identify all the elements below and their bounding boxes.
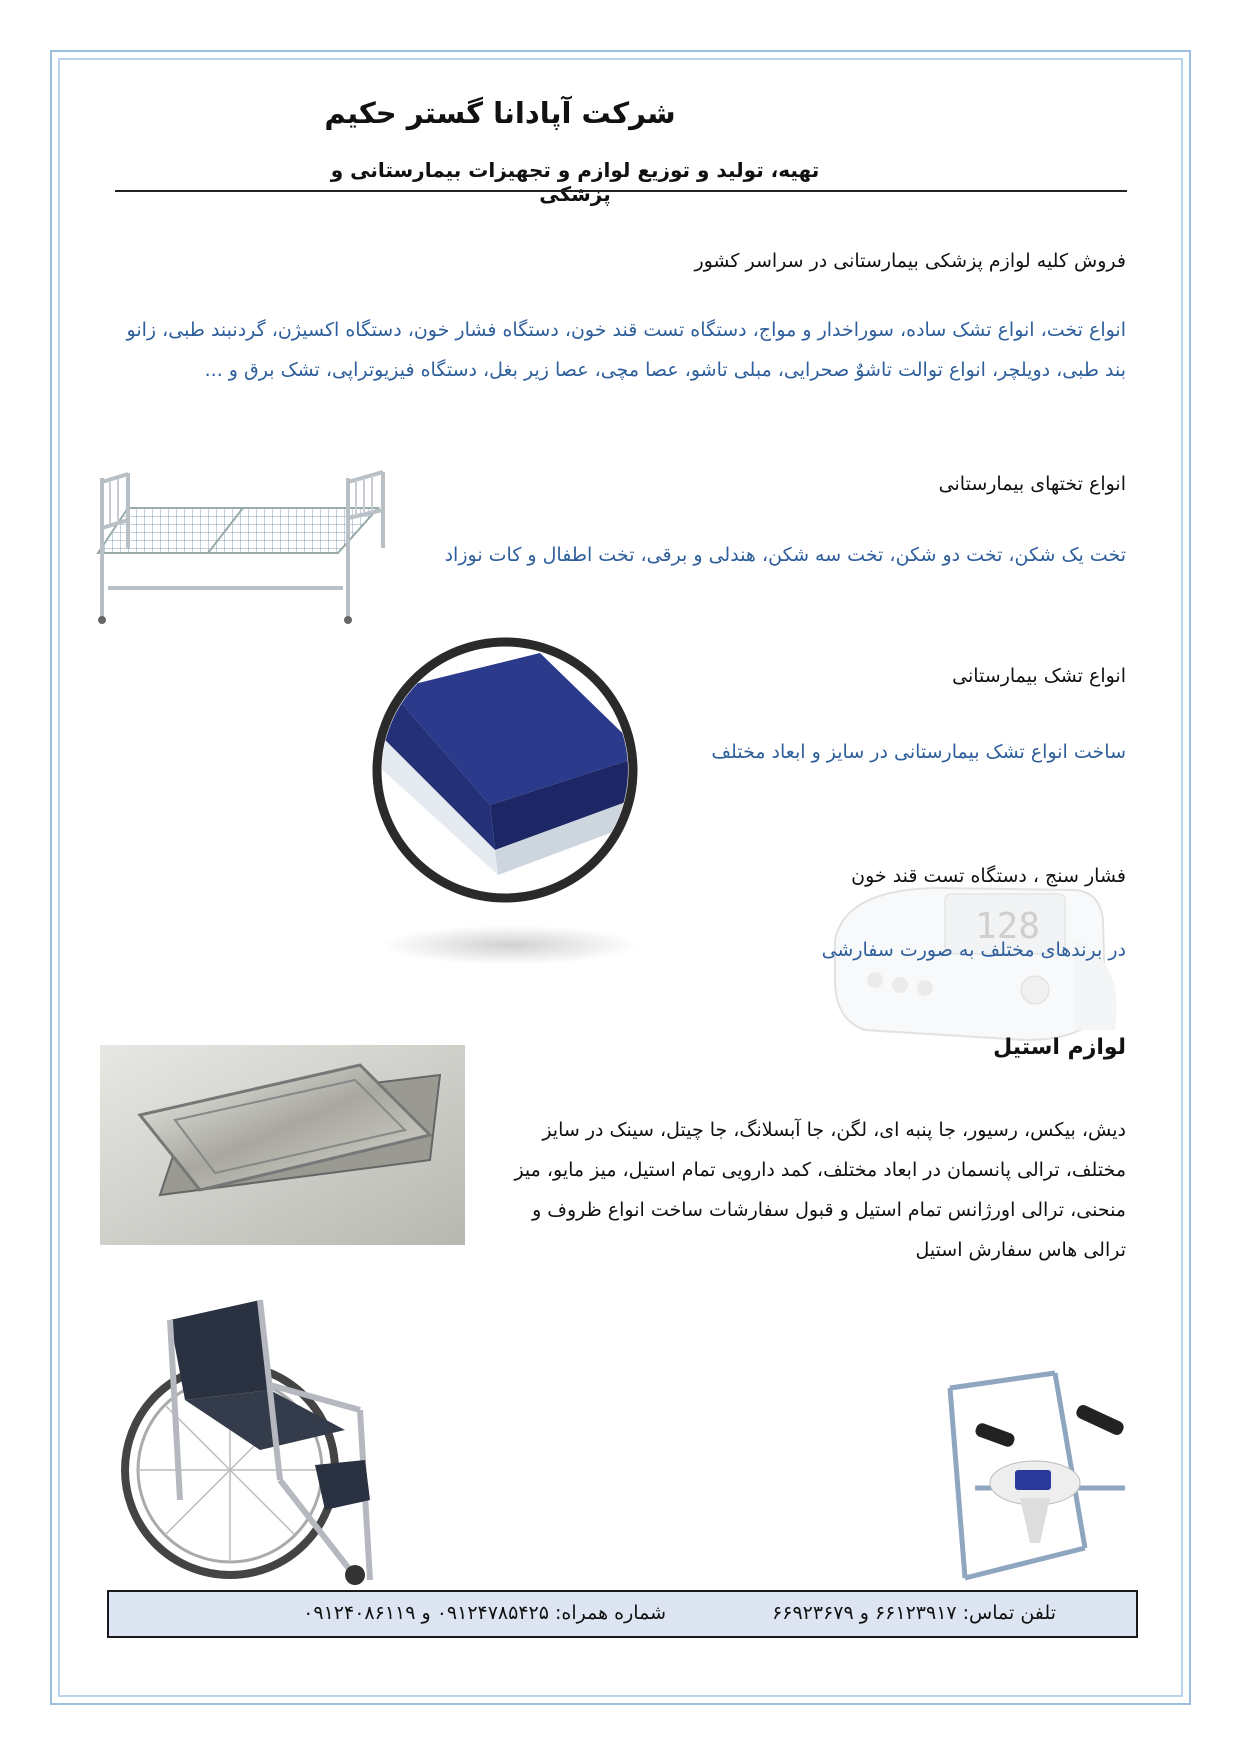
steel-heading: لوازم استیل [993, 1035, 1126, 1060]
mattress-text: ساخت انواع تشک بیمارستانی در سایز و ابعاد مختلف [711, 741, 1126, 763]
mattress-heading: انواع تشک بیمارستانی [952, 665, 1126, 687]
steel-line-3: منحنی، ترالی اورژانس تمام استیل و قبول سفارشات ساخت انواع ظروف و [532, 1199, 1126, 1221]
monitor-text: در برندهای مختلف به صورت سفارشی [821, 939, 1126, 961]
beds-text: تخت یک شکن، تخت دو شکن، تخت سه شکن، هندلی و برقی، تخت اطفال و کات نوزاد [444, 544, 1126, 566]
mattress-shadow [380, 925, 640, 965]
steel-tray-image [100, 1045, 465, 1245]
beds-heading: انواع تختهای بیمارستانی [938, 473, 1126, 495]
wheelchair-image [110, 1300, 410, 1590]
hospital-bed-image [88, 468, 398, 628]
company-subtitle: تهیه، تولید و توزیع لوازم و تجهیزات بیمارستانی و پزشکی [330, 158, 820, 206]
steel-line-2: مختلف، ترالی پانسمان در ابعاد مختلف، کمد دارویی تمام استیل، میز مایو، میز [514, 1159, 1126, 1181]
monitor-display-value: 128 [975, 906, 1041, 947]
mattress-image [370, 635, 640, 905]
intro-heading: فروش کلیه لوازم پزشکی بیمارستانی در سراسر کشور [694, 250, 1126, 272]
contact-bar [107, 1590, 1138, 1638]
steel-line-4: ترالی هاس سفارش استیل [915, 1239, 1126, 1261]
commode-chair-image [935, 1368, 1135, 1588]
intro-line-2: بند طبی، دویلچر، انواع توالت تاشوٌ صحرایی، مبلی تاشو، عصا مچی، عصا زیر بغل، دستگاه فیزیوتراپی، تشک برق و ... [204, 359, 1126, 381]
monitor-heading: فشار سنج ، دستگاه تست قند خون [851, 865, 1126, 887]
intro-line-1: انواع تخت، انواع تشک ساده، سوراخدار و مواج، دستگاه تست قند خون، دستگاه فشار خون، دستگاه اکسیژن، گردنبند طبی، زانو [126, 319, 1126, 341]
company-title: شرکت آپادانا گستر حکیم [324, 96, 676, 130]
contact-phone: تلفن تماس: ۶۶۱۲۳۹۱۷ و ۶۶۹۲۳۶۷۹ [772, 1602, 1056, 1624]
steel-line-1: دیش، بیکس، رسیور، جا پنبه ای، لگن، جا آبسلانگ، جا چیتل، سینک در سایز [542, 1119, 1126, 1141]
contact-mobile: شماره همراه: ۰۹۱۲۴۷۸۵۴۲۵ و ۰۹۱۲۴۰۸۶۱۱۹ [303, 1602, 666, 1624]
header-divider [115, 190, 1127, 192]
